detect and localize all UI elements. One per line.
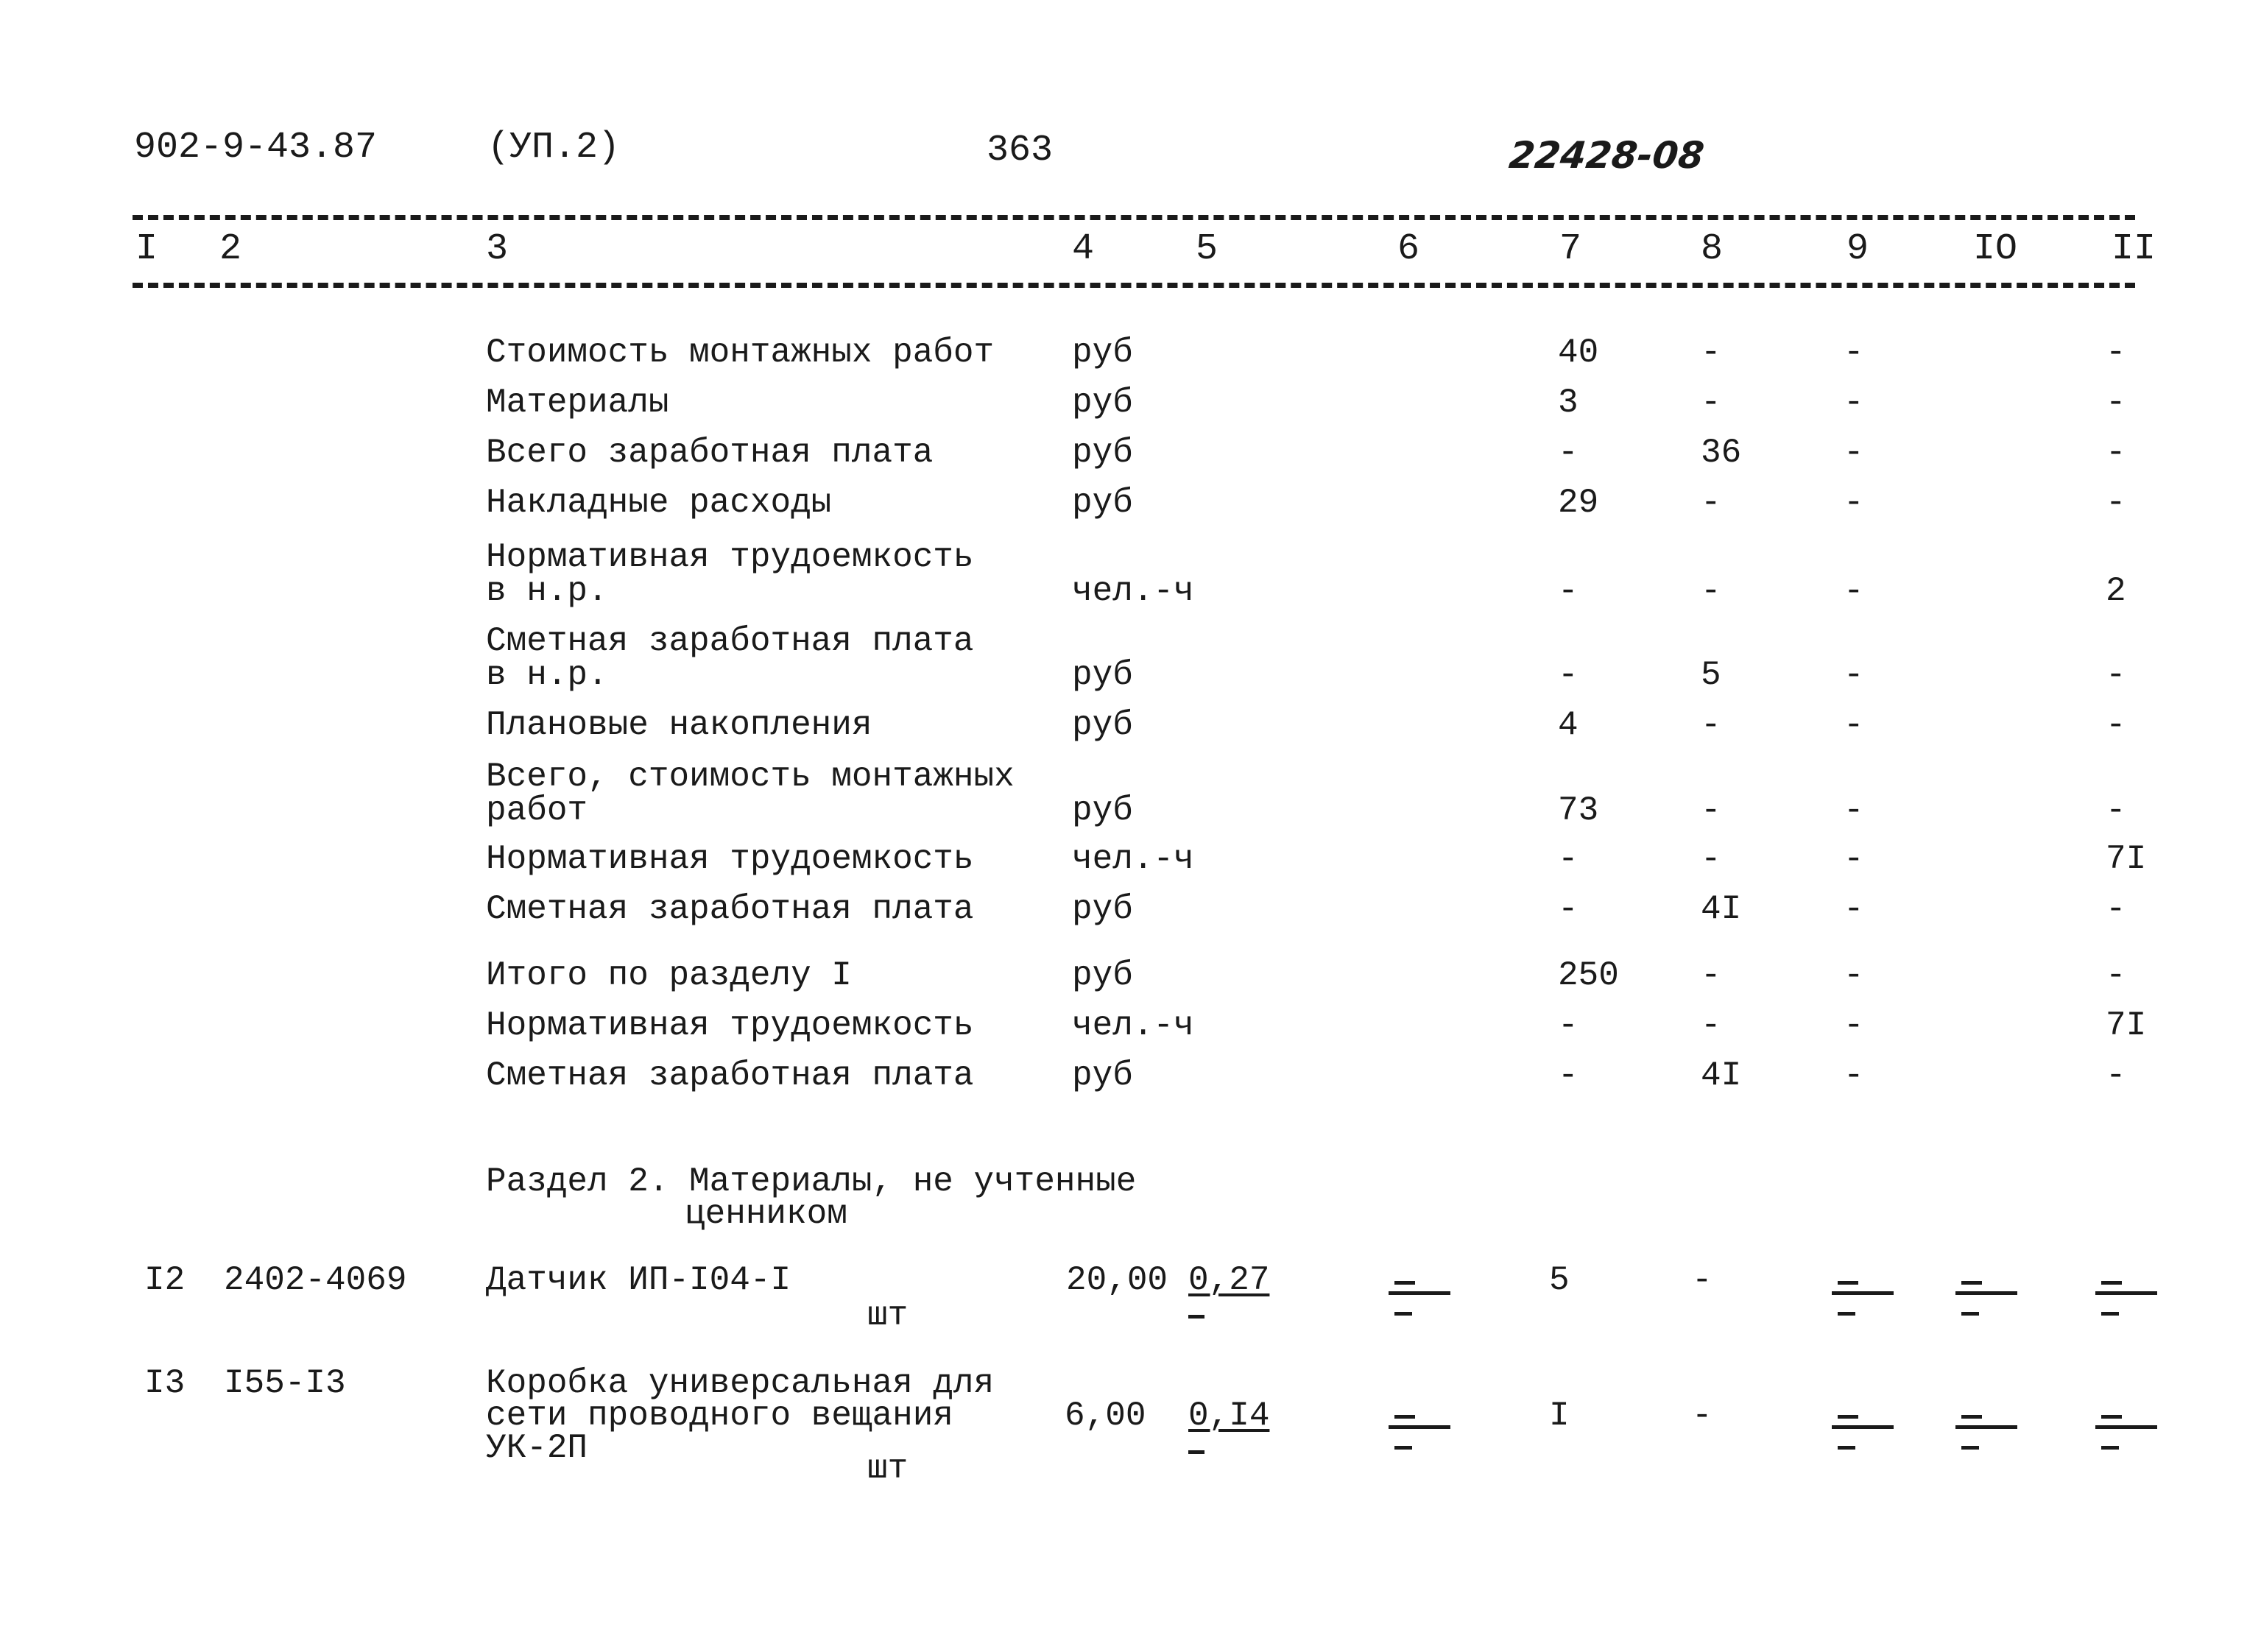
row-name: Нормативная трудоемкость xyxy=(486,538,974,576)
row-col8: - xyxy=(1701,384,1721,422)
row-col11: - xyxy=(2106,956,2126,995)
row-col8: - xyxy=(1701,706,1721,744)
item-name-continued: сети проводного вещания xyxy=(486,1397,953,1435)
row-col11: - xyxy=(2106,890,2126,928)
row-col8: 4I xyxy=(1701,1056,1742,1095)
row-unit: руб xyxy=(1072,656,1133,694)
document-code: 902-9-43.87 xyxy=(134,127,378,169)
row-col9: - xyxy=(1844,890,1864,928)
column-header-7: 7 xyxy=(1559,228,1582,270)
column-header-2: 2 xyxy=(219,228,242,270)
row-unit: руб xyxy=(1072,384,1133,422)
row-col11: - xyxy=(2106,333,2126,372)
item-name-continued: УК-2П xyxy=(486,1429,588,1467)
column-header-1: I xyxy=(135,228,158,270)
header-top-rule xyxy=(133,215,2135,220)
column-header-6: 6 xyxy=(1397,228,1420,270)
row-name: Сметная заработная плата xyxy=(486,1056,974,1095)
row-name-continued: в н.р. xyxy=(486,572,608,610)
row-name: Всего заработная плата xyxy=(486,434,934,472)
row-col9: - xyxy=(1844,1056,1864,1095)
item-code: 2402-4069 xyxy=(224,1261,407,1299)
row-col7: 40 xyxy=(1558,333,1599,372)
column-header-8: 8 xyxy=(1701,228,1724,270)
row-col9: - xyxy=(1844,706,1864,744)
row-col9: - xyxy=(1844,1006,1864,1045)
row-name: Плановые накопления xyxy=(486,706,872,744)
column-header-10: IO xyxy=(1973,228,2018,270)
item-weight: 0,27 xyxy=(1188,1261,1270,1299)
row-col8: 4I xyxy=(1701,890,1742,928)
row-col11: 7I xyxy=(2106,1006,2147,1045)
column-header-3: 3 xyxy=(486,228,509,270)
row-name: Сметная заработная плата xyxy=(486,890,974,928)
item-weight: 0,I4 xyxy=(1188,1397,1270,1435)
row-col9: - xyxy=(1844,484,1864,522)
row-col11: - xyxy=(2106,656,2126,694)
row-col7: - xyxy=(1558,840,1579,878)
column-header-4: 4 xyxy=(1072,228,1095,270)
row-name-continued: работ xyxy=(486,791,588,830)
row-col8: 36 xyxy=(1701,434,1742,472)
row-col9: - xyxy=(1844,572,1864,610)
row-col7: - xyxy=(1558,656,1579,694)
row-name: Накладные расходы xyxy=(486,484,832,522)
row-col8: - xyxy=(1701,572,1721,610)
row-col11: - xyxy=(2106,791,2126,830)
item-number: I3 xyxy=(144,1364,186,1402)
item-unit: шт xyxy=(867,1450,909,1488)
weight-denominator-dash xyxy=(1188,1450,1204,1454)
row-name: Нормативная трудоемкость xyxy=(486,1006,974,1045)
column-header-11: II xyxy=(2112,228,2156,270)
row-name: Нормативная трудоемкость xyxy=(486,840,974,878)
row-name: Сметная заработная плата xyxy=(486,622,974,660)
row-col7: - xyxy=(1558,572,1579,610)
row-unit: руб xyxy=(1072,791,1133,830)
row-col7: 3 xyxy=(1558,384,1579,422)
row-col9: - xyxy=(1844,384,1864,422)
section-title-continued: ценником xyxy=(685,1195,847,1233)
item-unit: шт xyxy=(867,1296,909,1335)
row-col11: 7I xyxy=(2106,840,2147,878)
row-col7: 4 xyxy=(1558,706,1579,744)
handwritten-stamp: 22428-08 xyxy=(1506,134,1707,177)
album-label: (УП.2) xyxy=(487,127,621,169)
row-col7: 29 xyxy=(1558,484,1599,522)
section-title: Раздел 2. Материалы, не учтенные xyxy=(486,1162,1137,1201)
row-col7: - xyxy=(1558,434,1579,472)
row-unit: руб xyxy=(1072,434,1133,472)
row-col8: - xyxy=(1701,840,1721,878)
row-col11: 2 xyxy=(2106,572,2126,610)
item-col7: 5 xyxy=(1549,1261,1570,1299)
item-number: I2 xyxy=(144,1261,186,1299)
row-unit: руб xyxy=(1072,890,1133,928)
item-name: Датчик ИП-I04-I xyxy=(486,1261,791,1299)
row-col8: - xyxy=(1701,791,1721,830)
row-col9: - xyxy=(1844,656,1864,694)
row-col8: 5 xyxy=(1701,656,1721,694)
row-name: Всего, стоимость монтажных xyxy=(486,758,1015,796)
row-col8: - xyxy=(1701,484,1721,522)
row-unit: чел.-ч xyxy=(1072,840,1194,878)
item-code: I55-I3 xyxy=(224,1364,346,1402)
row-unit: руб xyxy=(1072,484,1133,522)
item-price: 6,00 xyxy=(1065,1397,1146,1435)
row-unit: руб xyxy=(1072,956,1133,995)
item-price: 20,00 xyxy=(1066,1261,1168,1299)
row-unit: руб xyxy=(1072,706,1133,744)
column-header-9: 9 xyxy=(1846,228,1869,270)
row-col11: - xyxy=(2106,384,2126,422)
item-col8: - xyxy=(1692,1397,1712,1435)
row-col8: - xyxy=(1701,1006,1721,1045)
row-col7: 250 xyxy=(1558,956,1619,995)
item-col8: - xyxy=(1692,1261,1712,1299)
weight-denominator-dash xyxy=(1188,1315,1204,1319)
page-number: 363 xyxy=(987,130,1054,172)
row-col9: - xyxy=(1844,333,1864,372)
item-col7: I xyxy=(1549,1397,1570,1435)
row-name-continued: в н.р. xyxy=(486,656,608,694)
row-unit: руб xyxy=(1072,333,1133,372)
row-name: Итого по разделу I xyxy=(486,956,852,995)
row-col11: - xyxy=(2106,706,2126,744)
row-col9: - xyxy=(1844,840,1864,878)
row-name: Материалы xyxy=(486,384,669,422)
row-name: Стоимость монтажных работ xyxy=(486,333,995,372)
row-unit: руб xyxy=(1072,1056,1133,1095)
row-col9: - xyxy=(1844,956,1864,995)
row-col7: - xyxy=(1558,890,1579,928)
header-bottom-rule xyxy=(133,283,2135,288)
row-unit: чел.-ч xyxy=(1072,1006,1194,1045)
row-col7: - xyxy=(1558,1056,1579,1095)
row-col8: - xyxy=(1701,956,1721,995)
row-col11: - xyxy=(2106,434,2126,472)
row-col8: - xyxy=(1701,333,1721,372)
row-col7: - xyxy=(1558,1006,1579,1045)
row-col11: - xyxy=(2106,484,2126,522)
row-col11: - xyxy=(2106,1056,2126,1095)
row-col9: - xyxy=(1844,791,1864,830)
item-name: Коробка универсальная для xyxy=(486,1364,995,1402)
row-col7: 73 xyxy=(1558,791,1599,830)
row-col9: - xyxy=(1844,434,1864,472)
column-header-5: 5 xyxy=(1196,228,1218,270)
row-unit: чел.-ч xyxy=(1072,572,1194,610)
